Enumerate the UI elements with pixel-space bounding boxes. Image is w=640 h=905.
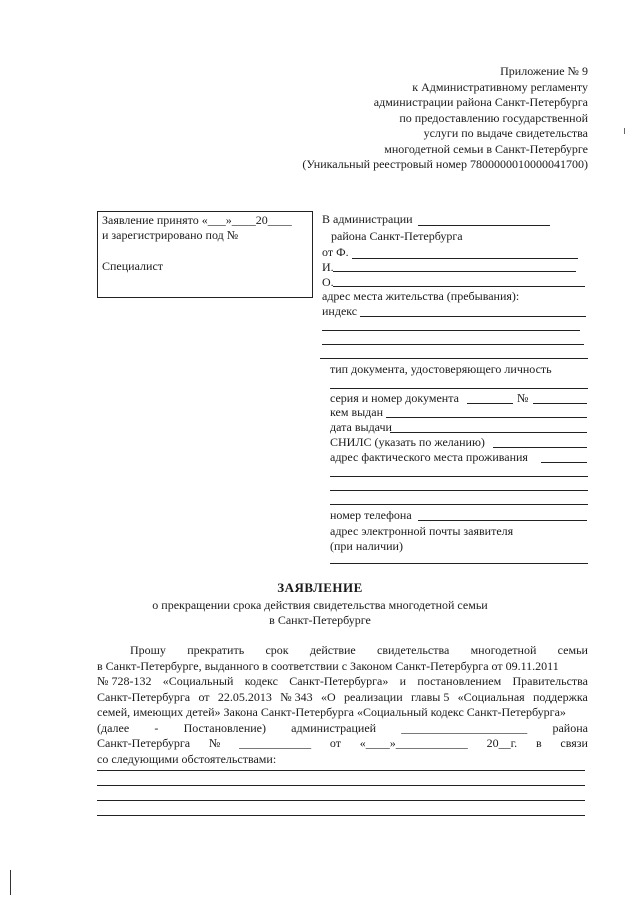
registration-accepted: Заявление принято «___»____20____ xyxy=(102,213,292,227)
paragraph-word: многодетной xyxy=(470,643,537,657)
residence-line-1[interactable] xyxy=(322,330,580,331)
actual-address-line-2[interactable] xyxy=(330,490,588,491)
document-subtitle-1: о прекращении срока действия свидетельства многодетной семьи xyxy=(152,598,488,612)
paragraph-word: ____________ xyxy=(239,736,312,750)
to-administration: В администрации xyxy=(322,212,413,226)
residence-label: адрес места жительства (пребывания): xyxy=(322,289,520,303)
email-label: адрес электронной почты заявителя xyxy=(330,524,514,538)
paragraph-word: в xyxy=(535,736,542,750)
paragraph-line-7 xyxy=(97,736,588,752)
name-label: И. xyxy=(322,260,334,274)
paragraph-line-4 xyxy=(97,690,588,706)
id-document-type-field[interactable] xyxy=(330,388,588,389)
patronymic-field[interactable] xyxy=(333,286,585,287)
annex-certificate: услуги по выдаче свидетельства xyxy=(423,126,588,140)
paragraph-word: «Социальный xyxy=(162,674,234,688)
issued-by-field[interactable] xyxy=(386,417,587,418)
paragraph-word: № xyxy=(208,736,221,750)
paragraph-word: Постановление) xyxy=(183,720,266,735)
paragraph-word: № 728-132 xyxy=(97,674,152,688)
paragraph-word: «О xyxy=(320,689,336,704)
annex-number: Приложение № 9 xyxy=(500,64,588,78)
id-document-type-label: тип документа, удостоверяющего личность xyxy=(330,362,552,376)
name-field[interactable] xyxy=(333,271,576,272)
paragraph-word: связи xyxy=(560,736,588,750)
surname-field[interactable] xyxy=(352,258,578,259)
residence-line-2[interactable] xyxy=(322,344,584,345)
number-sign: № xyxy=(517,391,529,405)
annex-regulation: к Административному регламенту xyxy=(412,79,588,94)
paragraph-word: действие xyxy=(309,643,356,657)
margin-mark xyxy=(10,870,11,895)
administration-line[interactable] xyxy=(418,225,550,226)
paragraph-word: семей, имеющих детей» Закона Санкт-Петербурга «Социальный кодекс Санкт-Петербурга» xyxy=(97,705,566,719)
phone-label: номер телефона xyxy=(330,508,412,522)
margin-tick xyxy=(624,128,625,134)
paragraph-line-3 xyxy=(97,674,588,690)
actual-address-line-1[interactable] xyxy=(330,476,588,477)
paragraph-word: 22.05.2013 xyxy=(217,689,272,704)
paragraph-line-5 xyxy=(97,705,588,721)
paragraph-word: № 343 xyxy=(280,689,313,704)
series-field[interactable] xyxy=(467,403,513,404)
issued-by-label: кем выдан xyxy=(330,405,384,419)
issue-date-label: дата выдачи xyxy=(330,420,392,434)
paragraph-word: Прошу xyxy=(130,643,166,657)
phone-field[interactable] xyxy=(418,520,587,521)
circumstances-line-2[interactable] xyxy=(97,785,585,786)
residence-line-3[interactable] xyxy=(320,358,588,359)
paragraph-word: Санкт-Петербурга xyxy=(97,736,191,750)
annex-service: по предоставлению государственной xyxy=(399,110,588,125)
paragraph-word: срок xyxy=(265,643,289,657)
annex-header xyxy=(228,64,588,173)
registration-specialist: Специалист xyxy=(102,259,164,273)
paragraph-word: семьи xyxy=(557,643,588,657)
paragraph-word: района xyxy=(552,720,588,735)
paragraph-word: главы 5 xyxy=(410,689,450,704)
paragraph-word: кодекс xyxy=(244,674,278,688)
actual-address-line-3[interactable] xyxy=(330,504,588,505)
paragraph-word: прекратить xyxy=(187,643,245,657)
paragraph-word: администрацией xyxy=(291,720,377,735)
paragraph-word: реализации xyxy=(343,689,403,704)
request-paragraph xyxy=(97,643,588,767)
paragraph-line-8 xyxy=(97,752,588,768)
paragraph-word: постановлением xyxy=(417,674,502,688)
actual-address-field[interactable] xyxy=(541,462,587,463)
email-field[interactable] xyxy=(330,563,588,564)
paragraph-word: поддержка xyxy=(533,689,588,704)
paragraph-line-1 xyxy=(97,643,588,659)
paragraph-word: _____________________ xyxy=(401,720,528,735)
paragraph-line-6 xyxy=(97,721,588,737)
index-field[interactable] xyxy=(360,316,586,317)
paragraph-word: «____»____________ xyxy=(359,736,468,750)
series-number-label: серия и номер документа xyxy=(330,391,459,405)
district-label: района Санкт-Петербурга xyxy=(331,229,463,243)
document-heading: ЗАЯВЛЕНИЕ xyxy=(277,580,363,595)
snils-field[interactable] xyxy=(493,447,587,448)
paragraph-word: в Санкт-Петербурге, выданного в соответствии с Законом Санкт-Петербурга от 09.11.2011 xyxy=(97,658,559,673)
patronymic-label: О. xyxy=(322,275,334,289)
index-label: индекс xyxy=(322,304,358,318)
document-subtitle-2: в Санкт-Петербурге xyxy=(269,613,371,627)
actual-address-label: адрес фактического места проживания xyxy=(330,450,528,464)
circumstances-line-3[interactable] xyxy=(97,800,585,801)
paragraph-word: 20__г. xyxy=(486,736,518,750)
paragraph-word: от xyxy=(198,689,210,704)
paragraph-word: Правительства xyxy=(512,674,588,688)
from-surname-label: от Ф. xyxy=(322,245,349,259)
circumstances-line-1[interactable] xyxy=(97,770,585,771)
paragraph-word: от xyxy=(329,736,342,750)
paragraph-word: свидетельства xyxy=(377,643,450,657)
number-field[interactable] xyxy=(533,403,587,404)
paragraph-word: «Социальная xyxy=(457,689,525,704)
annex-administration: администрации района Санкт-Петербурга xyxy=(373,95,588,109)
paragraph-word: Санкт-Петербурга xyxy=(97,689,191,704)
annex-registry-number: (Уникальный реестровый номер 7800000010000041700) xyxy=(302,157,588,171)
circumstances-line-4[interactable] xyxy=(97,815,585,816)
registration-number: и зарегистрировано под № xyxy=(102,228,239,242)
email-if-any: (при наличии) xyxy=(330,539,403,553)
paragraph-line-2 xyxy=(97,659,588,675)
paragraph-word: - xyxy=(154,720,159,735)
annex-family: многодетной семьи в Санкт-Петербурге xyxy=(384,141,588,156)
paragraph-word: Санкт-Петербурга» xyxy=(289,674,389,688)
snils-label: СНИЛС (указать по желанию) xyxy=(330,435,485,449)
paragraph-word: и xyxy=(399,674,407,688)
paragraph-word: со следующими обстоятельствами: xyxy=(97,751,277,766)
issue-date-field[interactable] xyxy=(390,432,587,433)
registration-box xyxy=(97,211,313,298)
paragraph-word: (далее xyxy=(97,720,130,735)
